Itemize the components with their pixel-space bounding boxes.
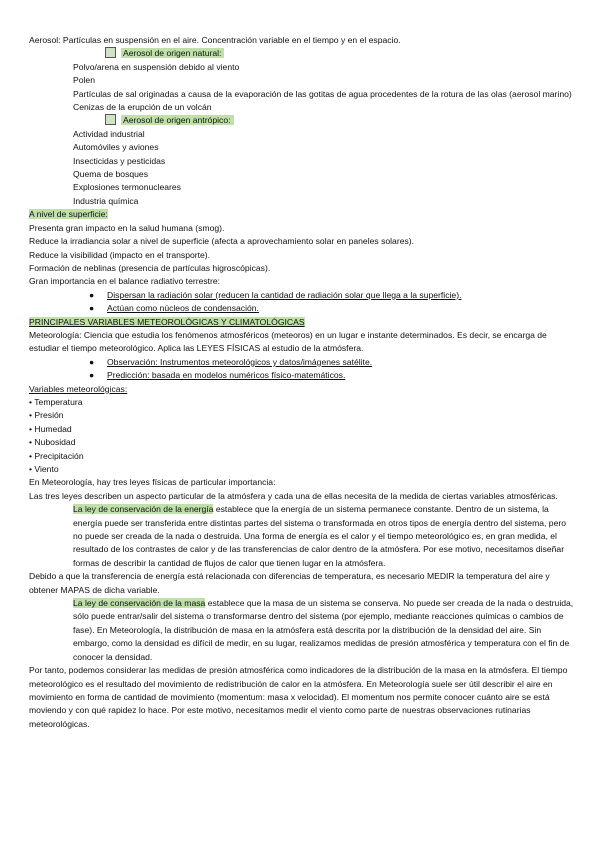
mass-law-text: establece que la masa de un sistema se conserva. No puede ser creada de la nada o destruida, sólo puede entrar/salir del sistema o transformarse dentro del sistema (por ejemplo, mediante reacciones químicas o cambios de fase). En Meteorología, la distribución de masa en la atmósfera está descrita por la distribución de la densidad del aire. Sin embargo, como la densidad es difícil de medir, en su lugar, realizamos medidas de presión atmosférica y temperatura con el fin de conocer la densidad.	[73, 598, 574, 662]
surface-heading: A nivel de superficie:	[29, 209, 108, 220]
bullet-icon: ●	[89, 370, 95, 381]
document-page	[29, 34, 574, 731]
meteorology-definition: Meteorología: Ciencia que estudia los fenómenos atmosféricos (meteoros) en un lugar e instante determinados. Es decir, se encarga de estudiar el tiempo meteorológico. Aplica las LEYES FÍSICAS al estudio de la atmósfera.	[29, 329, 547, 354]
energy-law-paragraph	[29, 503, 574, 570]
bullet-text: Dispersan la radiación solar (reducen la cantidad de radiación solar que llega a la superficie).	[107, 289, 462, 300]
variable-item: • Presión	[29, 410, 64, 421]
bullet-text: Observación: Instrumentos meteorológicos y datos/imágenes satélite.	[107, 356, 373, 367]
list-item: Polvo/arena en suspensión debido al viento	[73, 61, 240, 72]
bullet-item	[29, 302, 574, 315]
surface-line: Presenta gran impacto en la salud humana (smog).	[29, 222, 225, 233]
bullet-icon: ●	[89, 289, 95, 300]
laws-intro: En Meteorología, hay tres leyes físicas de particular importancia:	[29, 477, 276, 488]
section-heading: PRINCIPALES VARIABLES METEOROLÓGICAS Y CLIMATOLÓGICAS	[29, 316, 305, 327]
bullet-text: Predicción: basada en modelos numéricos físico-matemáticos.	[107, 370, 346, 381]
list-item: Partículas de sal originadas a causa de la evaporación de las gotitas de agua procedentes de la rotura de las olas (aerosol marino)	[73, 88, 572, 99]
surface-line: Formación de neblinas (presencia de partículas higroscópicas).	[29, 262, 271, 273]
energy-law-text: establece que la energía de un sistema permanece constante. Dentro de un sistema, la energía puede ser transferida entre distintas partes del sistema o transformada en otros tipos de energía dentro del sistema, pero no puede ser creada de la nada o destruida. Una forma de energía es el calor y el tiempo meteorológico es, en gran medida, el resultado de los contrastes de calor y de las transferencias de calor dentro de la atmósfera. Por ese motivo, necesitamos diseñar formas de describir la cantidad de flujos de calor que tienen lugar en la atmósfera.	[73, 504, 566, 568]
list-item: Insecticidas y pesticidas	[73, 155, 166, 166]
mass-law-label: La ley de conservación de la masa	[73, 598, 206, 609]
variable-item: • Temperatura	[29, 396, 83, 407]
checkbox-icon	[105, 114, 116, 125]
list-item: Automóviles y aviones	[73, 142, 159, 153]
anthropic-aerosol-heading	[29, 114, 574, 127]
bullet-icon: ●	[89, 303, 95, 314]
surface-line: Gran importancia en el balance radiativo terrestre:	[29, 276, 221, 287]
energy-law-followup: Debido a que la transferencia de energía está relacionada con diferencias de temperatura, es necesario MEDIR la temperatura del aire y obtener MAPAS de dicha variable.	[29, 571, 550, 595]
variable-item: • Viento	[29, 464, 59, 474]
surface-line: Reduce la irradiancia solar a nivel de superficie (afecta a aprovechamiento solar en paneles solares).	[29, 236, 415, 247]
list-item: Industria química	[73, 195, 139, 206]
list-item: Cenizas de la erupción de un volcán	[73, 102, 212, 113]
bullet-item	[29, 369, 574, 382]
mass-law-paragraph	[29, 597, 574, 664]
list-item: Explosiones termonucleares	[73, 182, 181, 193]
variable-item: • Precipitación	[29, 450, 84, 461]
natural-aerosol-heading	[29, 47, 574, 60]
bullet-item	[29, 289, 574, 302]
checkbox-icon	[105, 47, 116, 58]
mass-law-followup: Por tanto, podemos considerar las medidas de presión atmosférica como indicadores de la distribución de la masa en la atmósfera. El tiempo meteorológico es el resultado del movimiento de redistribución de calor en la atmósfera. En Meteorología suele ser útil describir el aire en movimiento en forma de cantidad de movimiento (momentum: masa x velocidad). El momentum nos permite conocer cuánto aire se está moviendo y con qué rapidez lo hace. Por este motivo, necesitamos medir el viento como parte de nuestras observaciones rutinarias meteorológicas.	[29, 665, 568, 729]
energy-law-label: La ley de conservación de la energía	[73, 504, 214, 515]
bullet-item	[29, 356, 574, 369]
natural-aerosol-label: Aerosol de origen natural:	[121, 48, 224, 58]
bullet-text: Actúan como núcleos de condensación.	[107, 303, 259, 314]
variables-list-heading: Variables meteorológicas:	[29, 383, 128, 394]
variable-item: • Nubosidad	[29, 437, 76, 448]
bullet-icon: ●	[89, 356, 95, 367]
surface-line: Reduce la visibilidad (impacto en el transporte).	[29, 249, 211, 260]
aerosol-definition: Aerosol: Partículas en suspensión en el aire. Concentración variable en el tiempo y en el espacio.	[29, 35, 401, 45]
variable-item: • Humedad	[29, 423, 72, 434]
anthropic-aerosol-label: Aerosol de origen antrópico:	[121, 115, 234, 125]
list-item: Quema de bosques	[73, 169, 149, 180]
laws-description: Las tres leyes describen un aspecto particular de la atmósfera y cada una de ellas necesita de la medida de ciertas variables atmosféricas.	[29, 490, 558, 501]
list-item: Actividad industrial	[73, 128, 145, 139]
list-item: Polen	[73, 75, 95, 86]
